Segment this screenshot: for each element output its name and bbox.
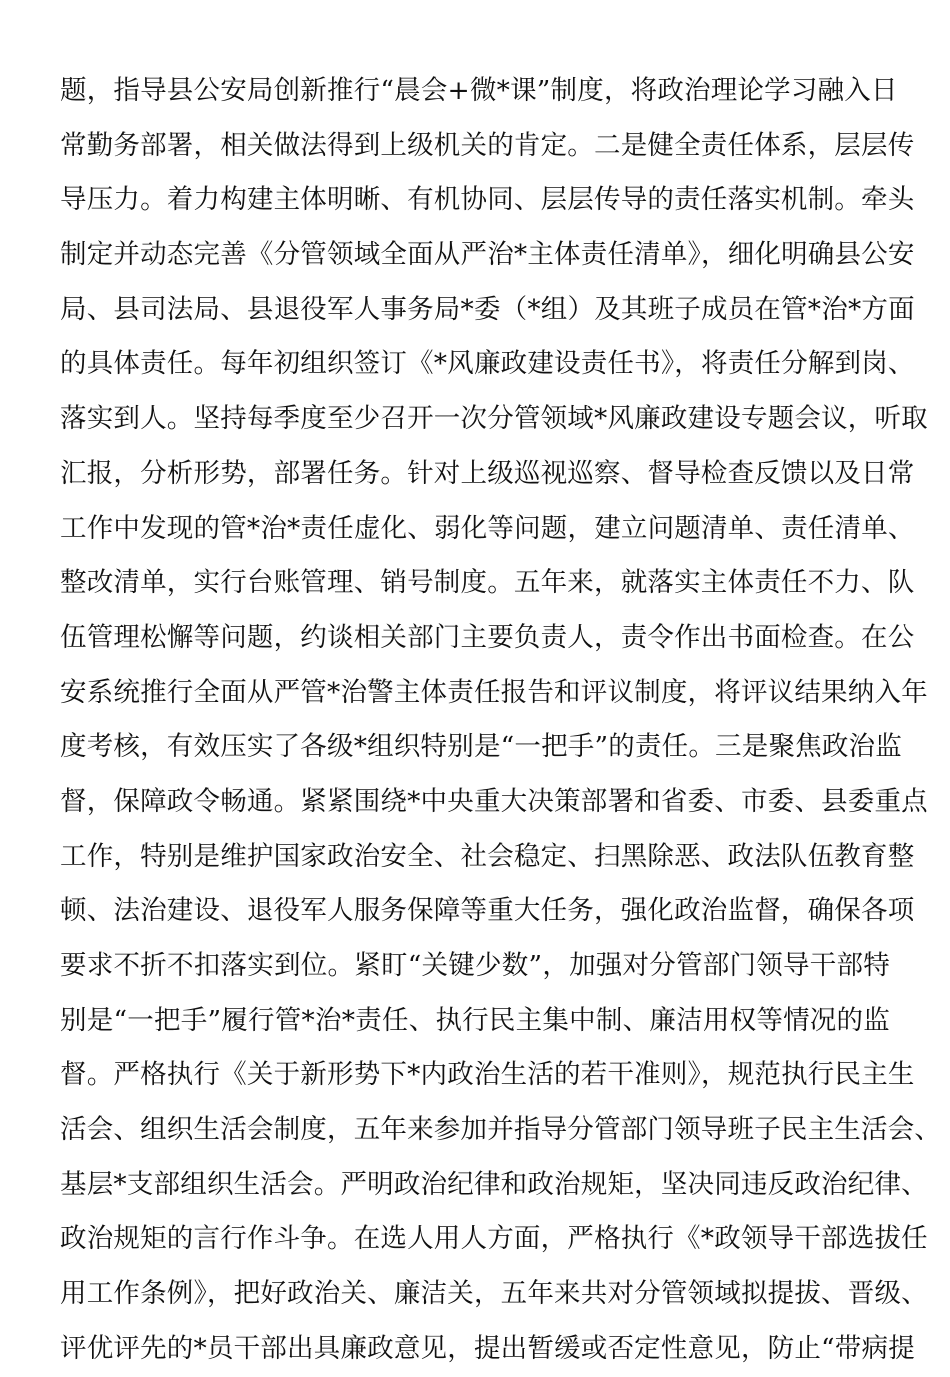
text-line: 要求不折不扣落实到位。紧盯“关键少数”，加强对分管部门领导干部特 bbox=[60, 950, 890, 981]
text-line: 导压力。着力构建主体明晰、有机协同、层层传导的责任落实机制。牵头 bbox=[60, 184, 915, 216]
text-line: 安系统推行全面从严管*治警主体责任报告和评议制度，将评议结果纳入年 bbox=[60, 676, 928, 708]
text-line: 活会、组织生活会制度，五年来参加并指导分管部门领导班子民主生活会、 bbox=[60, 1114, 942, 1146]
text-line: 督。严格执行《关于新形势下*内政治生活的若干准则》，规范执行民主生 bbox=[60, 1059, 915, 1091]
text-line: 题，指导县公安局创新推行“晨会+微*课”制度，将政治理论学习融入日 bbox=[60, 75, 898, 106]
text-line: 政治规矩的言行作斗争。在选人用人方面，严格执行《*政领导干部选拔任 bbox=[60, 1223, 928, 1255]
text-line: 基层*支部组织生活会。严明政治纪律和政治规矩，坚决同违反政治纪律、 bbox=[60, 1168, 928, 1200]
text-line: 制定并动态完善《分管领域全面从严治*主体责任清单》，细化明确县公安 bbox=[60, 239, 915, 271]
text-line: 工作，特别是维护国家政治安全、社会稳定、扫黑除恶、政法队伍教育整 bbox=[60, 840, 915, 872]
text-line: 整改清单，实行台账管理、销号制度。五年来，就落实主体责任不力、队 bbox=[60, 567, 915, 599]
text-line: 别是“一把手”履行管*治*责任、执行民主集中制、廉洁用权等情况的监 bbox=[60, 1004, 890, 1036]
body-text bbox=[60, 64, 942, 1377]
text-line: 评优评先的*员干部出具廉政意见，提出暂缓或否定性意见，防止“带病提 bbox=[60, 1332, 915, 1364]
text-line: 局、县司法局、县退役军人事务局*委（*组）及其班子成员在管*治*方面 bbox=[60, 293, 915, 325]
text-line: 的具体责任。每年初组织签订《*风廉政建设责任书》，将责任分解到岗、 bbox=[60, 348, 915, 380]
text-line: 汇报，分析形势，部署任务。针对上级巡视巡察、督导检查反馈以及日常 bbox=[60, 457, 915, 489]
text-line: 伍管理松懈等问题，约谈相关部门主要负责人，责令作出书面检查。在公 bbox=[60, 621, 915, 653]
text-line: 顿、法治建设、退役军人服务保障等重大任务，强化政治监督，确保各项 bbox=[60, 895, 915, 927]
text-line: 用工作条例》，把好政治关、廉洁关，五年来共对分管领域拟提拔、晋级、 bbox=[60, 1278, 928, 1310]
text-line: 落实到人。坚持每季度至少召开一次分管领域*风廉政建设专题会议，听取 bbox=[60, 403, 928, 435]
text-line: 工作中发现的管*治*责任虚化、弱化等问题，建立问题清单、责任清单、 bbox=[60, 512, 915, 544]
text-line: 度考核，有效压实了各级*组织特别是“一把手”的责任。三是聚焦政治监 bbox=[60, 731, 902, 763]
text-line: 督，保障政令畅通。紧紧围绕*中央重大决策部署和省委、市委、县委重点 bbox=[60, 785, 928, 817]
text-line: 常勤务部署，相关做法得到上级机关的肯定。二是健全责任体系，层层传 bbox=[60, 129, 915, 161]
